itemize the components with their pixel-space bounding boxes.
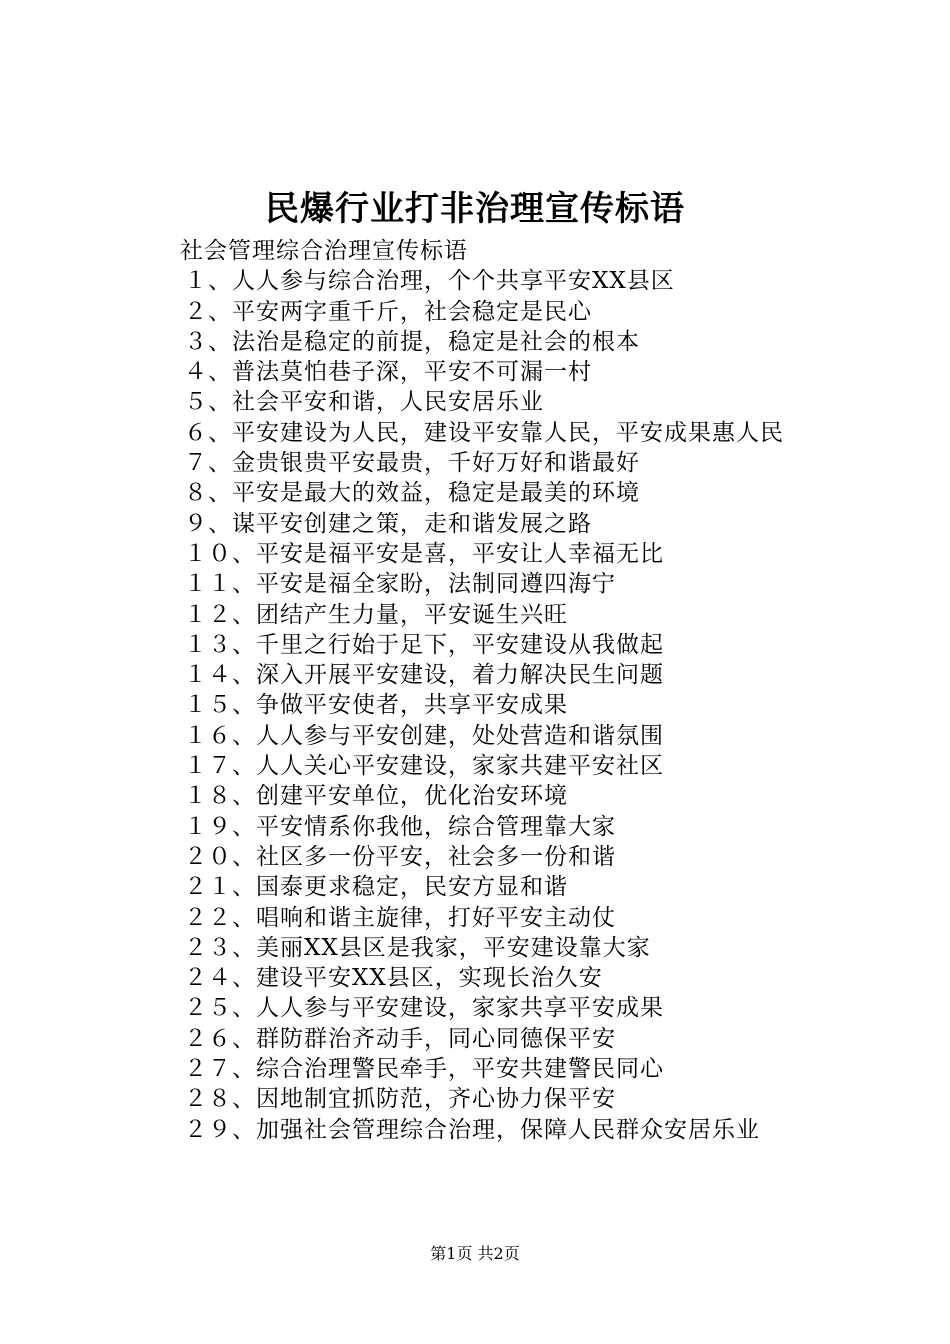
slogan-item: ４、普法莫怕巷子深，平安不可漏一村 bbox=[184, 359, 592, 386]
document-title: 民爆行业打非治理宣传标语 bbox=[265, 189, 685, 229]
document-body bbox=[180, 236, 880, 1145]
document-subtitle: 社会管理综合治理宣传标语 bbox=[180, 238, 468, 264]
slogan-item: ３、法治是稳定的前提，稳定是社会的根本 bbox=[184, 328, 640, 355]
slogan-item: １５、争做平安使者，共享平安成果 bbox=[184, 692, 568, 719]
slogan-item: １６、人人参与平安创建，处处营造和谐氛围 bbox=[184, 722, 664, 749]
slogan-item: ２５、人人参与平安建设，家家共享平安成果 bbox=[184, 995, 664, 1022]
slogan-item: ２７、综合治理警民牵手，平安共建警民同心 bbox=[184, 1056, 664, 1083]
slogan-item: ２１、国泰更求稳定，民安方显和谐 bbox=[184, 874, 568, 901]
slogan-item: ８、平安是最大的效益，稳定是最美的环境 bbox=[184, 480, 640, 507]
slogan-item: ５、社会平安和谐，人民安居乐业 bbox=[184, 389, 544, 416]
slogan-item: ２６、群防群治齐动手，同心同德保平安 bbox=[184, 1025, 616, 1052]
slogan-item: １、人人参与综合治理，个个共享平安XX县区 bbox=[184, 268, 675, 295]
slogan-item: ２、平安两字重千斤，社会稳定是民心 bbox=[184, 298, 592, 325]
slogan-item: １２、团结产生力量，平安诞生兴旺 bbox=[184, 601, 568, 628]
slogan-item: １８、创建平安单位，优化治安环境 bbox=[184, 783, 568, 810]
slogan-item: ７、金贵银贵平安最贵，千好万好和谐最好 bbox=[184, 450, 640, 477]
slogan-item: ２３、美丽XX县区是我家，平安建设靠大家 bbox=[184, 934, 651, 961]
slogan-item: ２９、加强社会管理综合治理，保障人民群众安居乐业 bbox=[184, 1116, 760, 1143]
slogan-item: １４、深入开展平安建设，着力解决民生问题 bbox=[184, 662, 664, 689]
slogan-item: １０、平安是福平安是喜，平安让人幸福无比 bbox=[184, 540, 664, 567]
slogan-item: １３、千里之行始于足下，平安建设从我做起 bbox=[184, 631, 664, 658]
slogan-item: ６、平安建设为人民，建设平安靠人民，平安成果惠人民 bbox=[184, 419, 784, 446]
slogan-item: ２８、因地制宜抓防范，齐心协力保平安 bbox=[184, 1086, 616, 1113]
slogan-item: １９、平安情系你我他，综合管理靠大家 bbox=[184, 813, 616, 840]
page-footer: 第1页 共2页 bbox=[430, 1244, 520, 1263]
slogan-item: ２０、社区多一份平安，社会多一份和谐 bbox=[184, 843, 616, 870]
slogan-item: ２２、唱响和谐主旋律，打好平安主动仗 bbox=[184, 904, 616, 931]
slogan-item: １７、人人关心平安建设，家家共建平安社区 bbox=[184, 753, 664, 780]
slogan-item: ９、谋平安创建之策，走和谐发展之路 bbox=[184, 510, 592, 537]
slogan-item: ２４、建设平安XX县区，实现长治久安 bbox=[184, 965, 603, 992]
slogan-list bbox=[180, 266, 880, 1145]
slogan-item: １１、平安是福全家盼，法制同遵四海宁 bbox=[184, 571, 616, 598]
